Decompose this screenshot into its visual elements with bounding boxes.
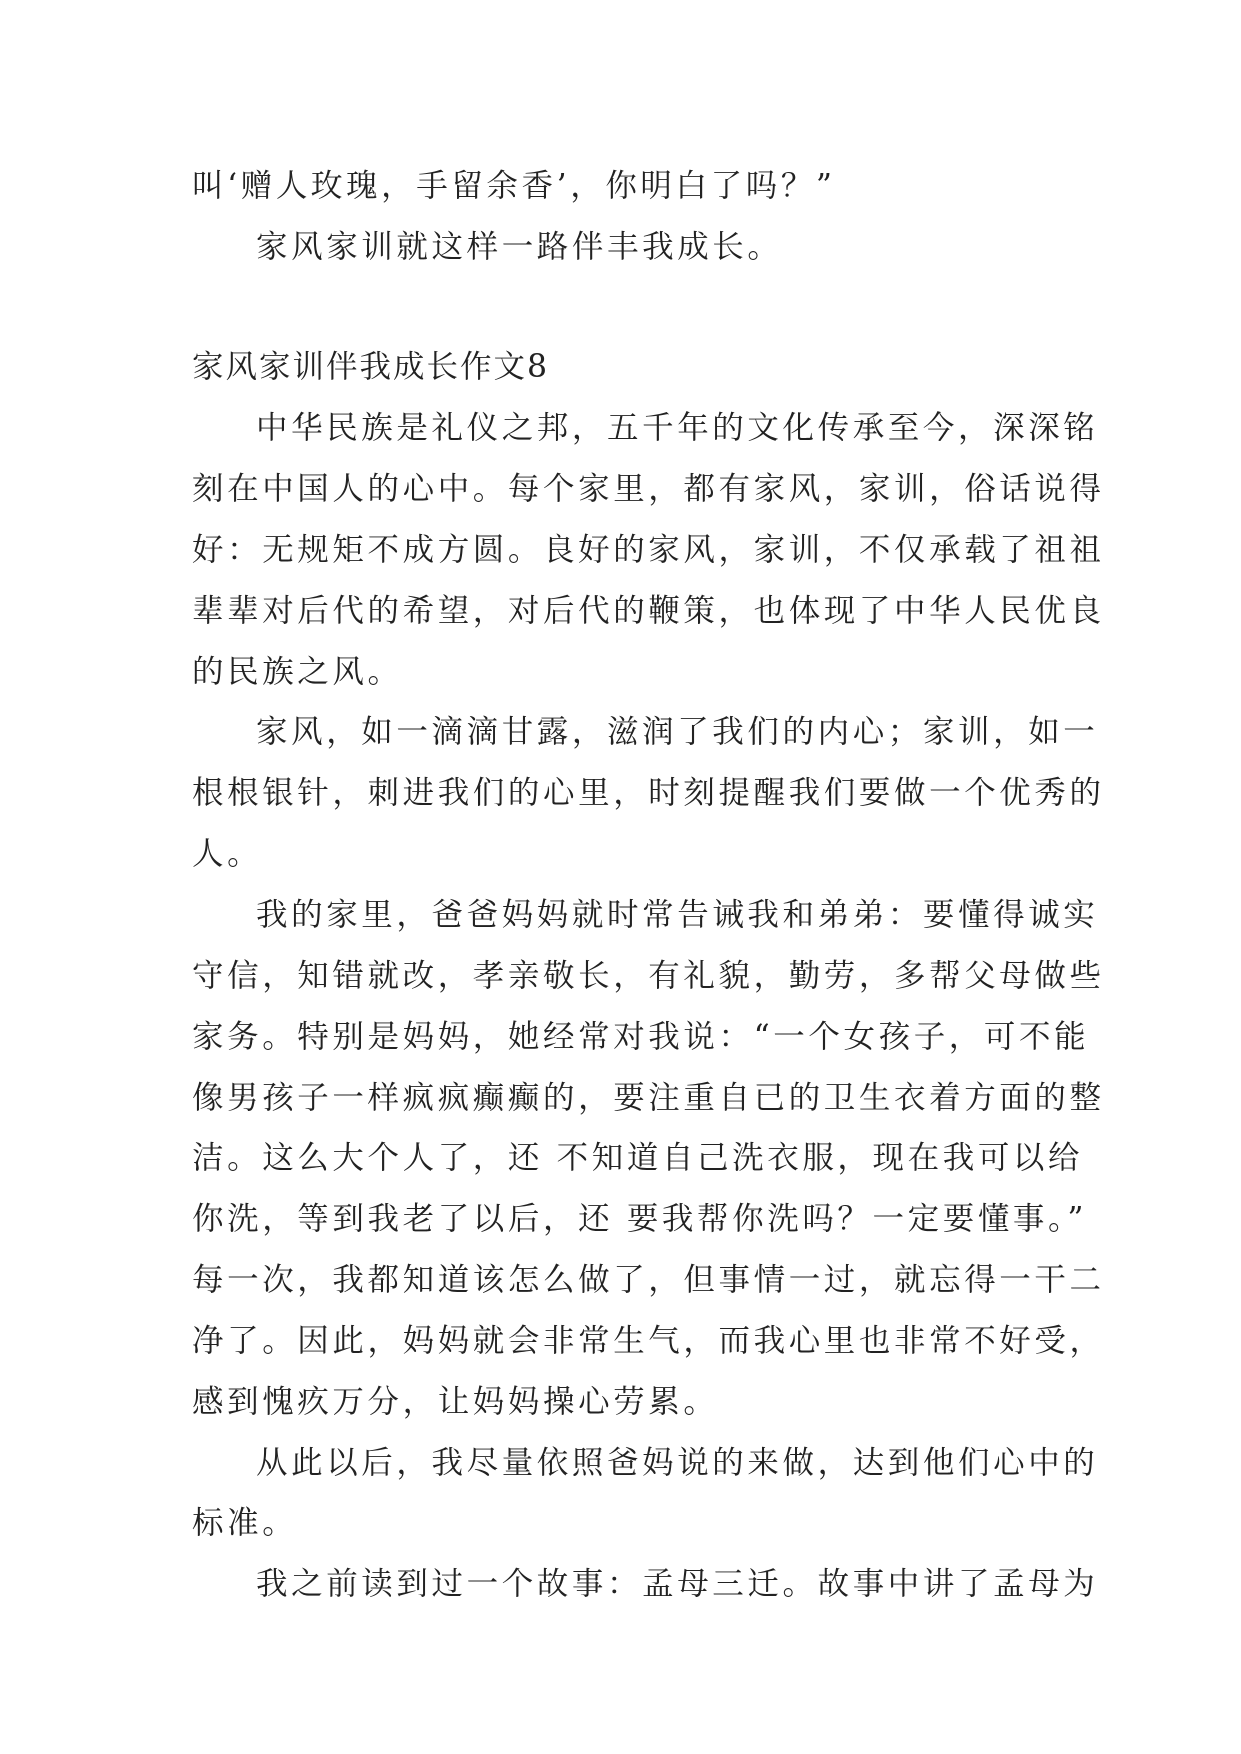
text-line: 家风，如一滴滴甘露，滋润了我们的内心；家训，如一 <box>256 714 1099 750</box>
text-line: 从此以后，我尽量依照爸妈说的来做，达到他们心中的 <box>256 1445 1099 1481</box>
section-title: 家风家训伴我成长作文8 <box>192 349 550 385</box>
text-line: 你洗，等到我老了以后，还 要我帮你洗吗？一定要懂事。” <box>192 1201 1088 1237</box>
text-line: 感到愧疚万分，让妈妈操心劳累。 <box>192 1384 719 1420</box>
text-line: 家风家训就这样一路伴丰我成长。 <box>256 229 783 265</box>
text-line: 洁。这么大个人了，还 不知道自己洗衣服，现在我可以给 <box>192 1140 1084 1176</box>
text-line: 中华民族是礼仪之邦，五千年的文化传承至今，深深铭 <box>256 410 1099 446</box>
text-line: 像男孩子一样疯疯癫癫的，要注重自已的卫生衣着方面的整 <box>192 1080 1105 1116</box>
text-line: 家务。特别是妈妈，她经常对我说：“一个女孩子，可不能 <box>192 1019 1090 1055</box>
text-line: 我的家里，爸爸妈妈就时常告诫我和弟弟：要懂得诚实 <box>256 897 1099 933</box>
text-line: 刻在中国人的心中。每个家里，都有家风，家训，俗话说得 <box>192 471 1105 507</box>
text-line: 守信，知错就改，孝亲敬长，有礼貌，勤劳，多帮父母做些 <box>192 958 1105 994</box>
text-line: 每一次，我都知道该怎么做了，但事情一过，就忘得一干二 <box>192 1262 1105 1298</box>
text-line: 辈辈对后代的希望，对后代的鞭策，也体现了中华人民优良 <box>192 593 1105 629</box>
text-line: 叫‘赠人玫瑰，手留余香’，你明白了吗？” <box>192 168 836 204</box>
text-line: 净了。因此，妈妈就会非常生气，而我心里也非常不好受， <box>192 1323 1105 1359</box>
text-line: 标准。 <box>192 1505 298 1541</box>
text-line: 根根银针，刺进我们的心里，时刻提醒我们要做一个优秀的 <box>192 775 1105 811</box>
text-line: 的民族之风。 <box>192 654 403 690</box>
text-line: 好：无规矩不成方圆。良好的家风，家训，不仅承载了祖祖 <box>192 532 1105 568</box>
text-line: 我之前读到过一个故事：孟母三迁。故事中讲了孟母为 <box>256 1566 1099 1602</box>
text-line: 人。 <box>192 836 263 872</box>
